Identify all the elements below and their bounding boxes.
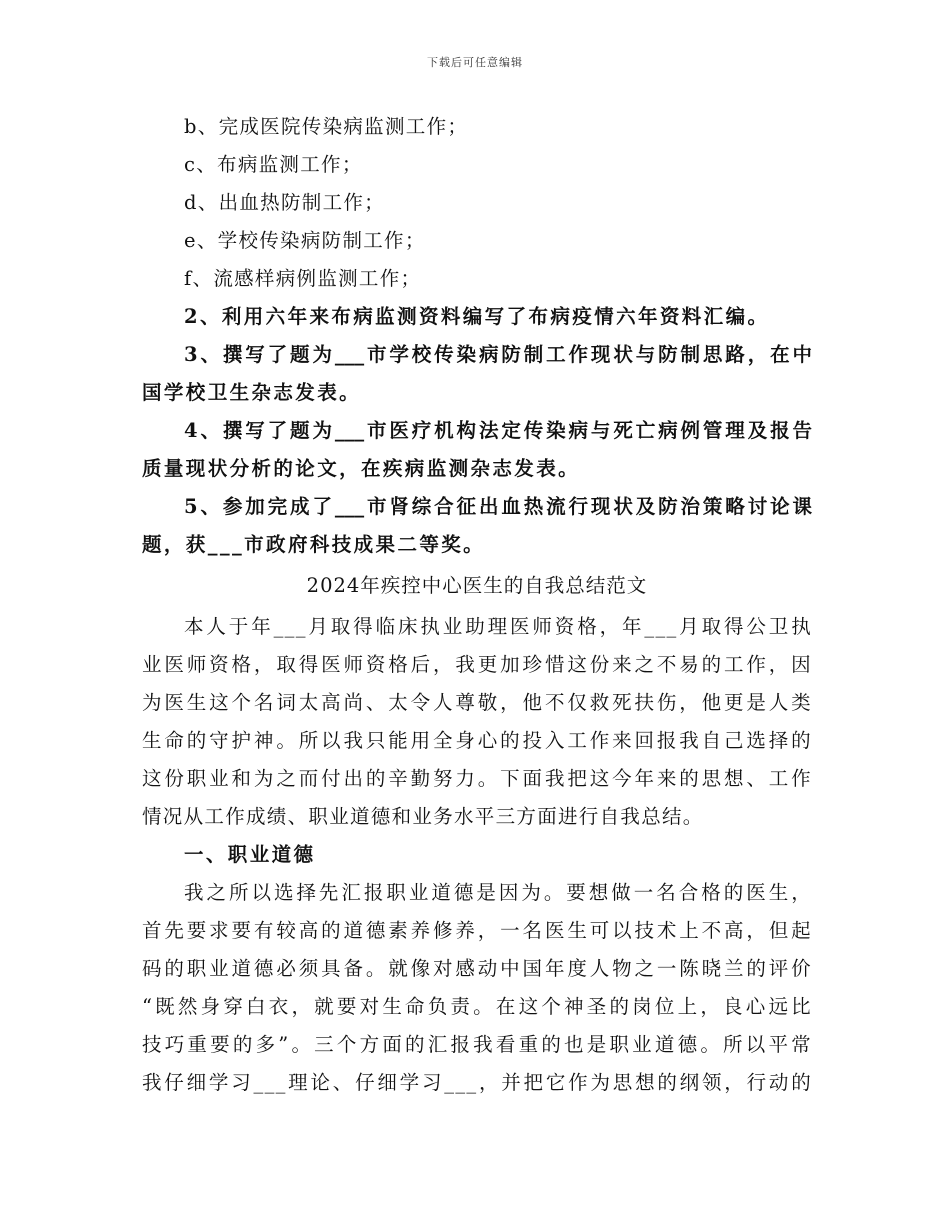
- paragraph-line: 为医生这个名词太高尚、太令人尊敬，他不仅救死扶伤，他更是人类: [142, 691, 812, 714]
- paragraph-line: 这份职业和为之而付出的辛勤努力。下面我把这今年来的思想、工作: [142, 767, 812, 790]
- paragraph-line: 我仔细学习___理论、仔细学习___，并把它作为思想的纲领，行动的: [142, 1071, 812, 1094]
- list-item: e、学校传染病防制工作；: [184, 229, 426, 252]
- paragraph-line: 技巧重要的多”。三个方面的汇报我看重的也是职业道德。所以平常: [142, 1033, 812, 1056]
- achievement-item-3-line-1: 3、撰写了题为___市学校传染病防制工作现状与防制思路，在中: [184, 343, 812, 366]
- paragraph-line: 我之所以选择先汇报职业道德是因为。要想做一名合格的医生，: [184, 881, 812, 904]
- paragraph-line: 本人于年___月取得临床执业助理医师资格，年___月取得公卫执: [184, 615, 812, 638]
- achievement-item-3-line-2: 国学校卫生杂志发表。: [142, 381, 362, 404]
- achievement-item-4-line-1: 4、撰写了题为___市医疗机构法定传染病与死亡病例管理及报告: [184, 419, 812, 442]
- paragraph-line: 情况从工作成绩、职业道德和业务水平三方面进行自我总结。: [142, 805, 704, 828]
- achievement-item-5-line-2: 题，获___市政府科技成果二等奖。: [142, 533, 486, 556]
- document-body: [142, 108, 812, 1102]
- achievement-item-5-line-1: 5、参加完成了___市肾综合征出血热流行现状及防治策略讨论课: [184, 495, 812, 518]
- article-title: 2024年疾控中心医生的自我总结范文: [306, 574, 648, 597]
- list-item: f、流感样病例监测工作；: [184, 267, 422, 290]
- list-item: b、完成医院传染病监测工作；: [184, 115, 469, 138]
- paragraph-line: 业医师资格，取得医师资格后，我更加珍惜这份来之不易的工作，因: [142, 653, 812, 676]
- achievement-item-4-line-2: 质量现状分析的论文，在疾病监测杂志发表。: [142, 457, 581, 480]
- list-item: d、出血热防制工作；: [184, 191, 385, 214]
- paragraph-line: “既然身穿白衣，就要对生命负责。在这个神圣的岗位上，良心远比: [142, 995, 812, 1018]
- paragraph-line: 码的职业道德必须具备。就像对感动中国年度人物之一陈晓兰的评价: [142, 957, 812, 980]
- page-header: 下载后可任意编辑: [427, 56, 523, 69]
- paragraph-line: 生命的守护神。所以我只能用全身心的投入工作来回报我自己选择的: [142, 729, 812, 752]
- achievement-item-2: 2、利用六年来布病监测资料编写了布病疫情六年资料汇编。: [184, 305, 770, 328]
- section-heading: 一、职业道德: [184, 843, 316, 866]
- paragraph-line: 首先要求要有较高的道德素养修养，一名医生可以技术上不高，但起: [142, 919, 812, 942]
- list-item: c、布病监测工作；: [184, 153, 363, 176]
